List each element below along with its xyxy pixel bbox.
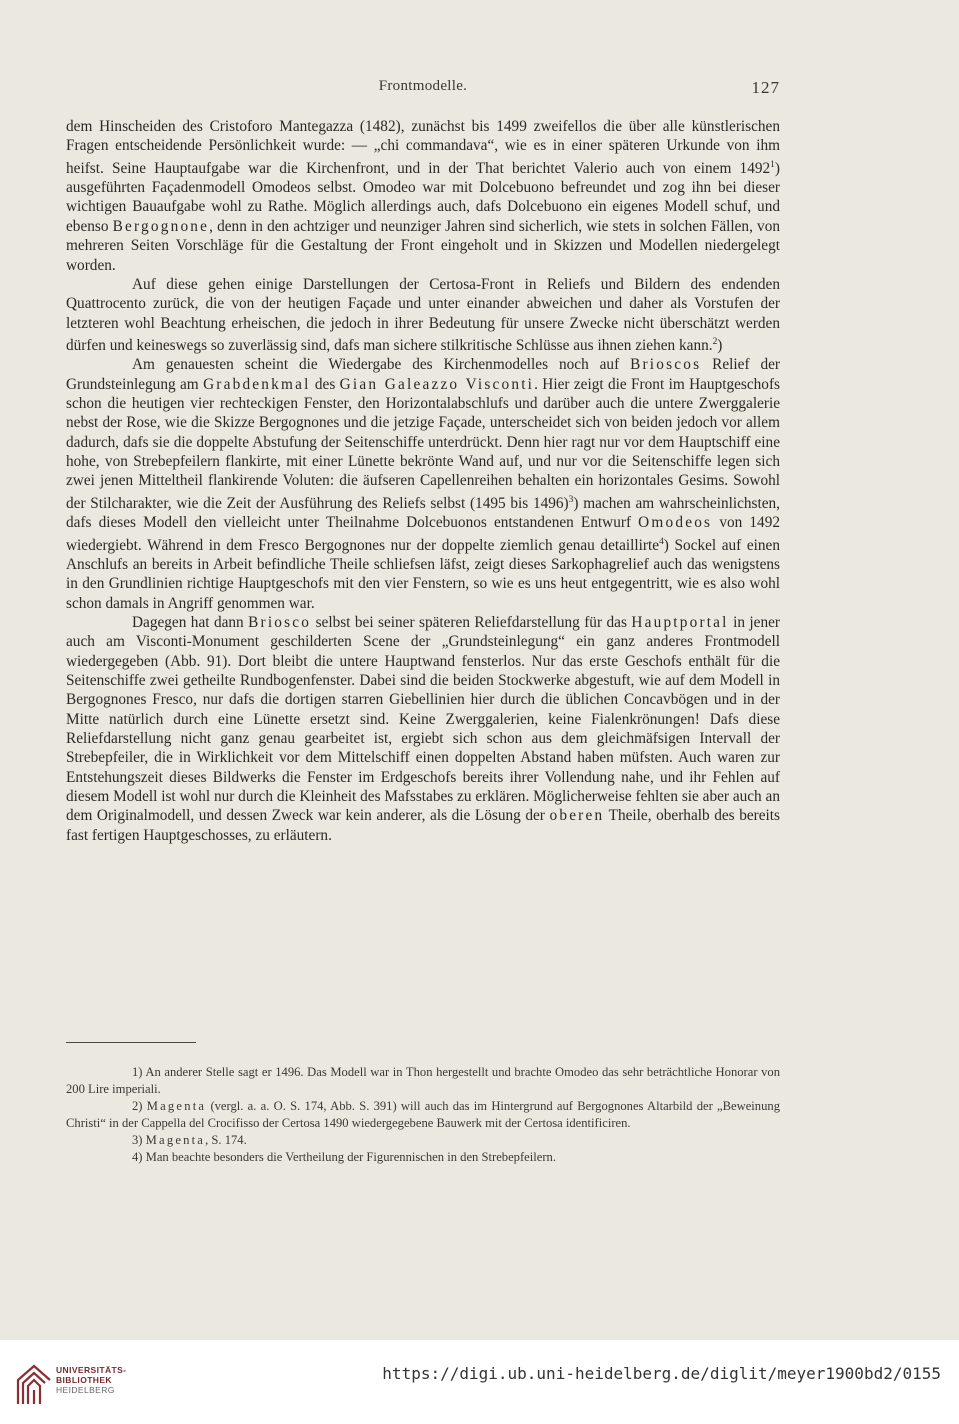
footnotes xyxy=(66,1064,780,1166)
text-run: von 1492 wiedergiebt. Während in dem Fresco Bergognones nur der doppelte ziemlich genau detaillirte xyxy=(66,514,780,554)
paragraph xyxy=(66,613,780,845)
spaced-emphasis: Grabdenkmal xyxy=(203,375,311,393)
running-title: Frontmodelle. xyxy=(378,78,468,94)
library-name-line2: BIBLIOTHEK xyxy=(56,1375,112,1385)
running-header xyxy=(66,78,780,102)
body-text xyxy=(66,117,780,845)
footnote-marker: 4 xyxy=(659,536,664,547)
spaced-emphasis: Omodeos xyxy=(638,514,713,532)
text-run: Dagegen hat dann xyxy=(132,613,249,631)
spaced-emphasis: Magenta xyxy=(145,1133,206,1147)
text-run: ) xyxy=(717,336,723,354)
spaced-emphasis: Hauptportal xyxy=(631,613,729,631)
paragraph xyxy=(66,355,780,613)
spaced-emphasis: Bergognone xyxy=(112,217,210,235)
text-run: Theile, oberhalb des bereits fast fertigen Hauptgeschosses, zu erläutern. xyxy=(66,807,780,844)
text-run: 3) xyxy=(132,1133,146,1147)
permalink-url[interactable]: https://digi.ub.uni-heidelberg.de/diglit/meyer1900bd2/0155 xyxy=(382,1364,941,1383)
library-name-line3: HEIDELBERG xyxy=(56,1385,115,1395)
library-name xyxy=(56,1365,126,1395)
footnote-marker: 3 xyxy=(568,494,574,505)
footnote-marker: 1 xyxy=(770,159,775,170)
text-run: selbst bei seiner späteren Reliefdarstellung für das xyxy=(311,613,632,631)
text-run: 4) Man beachte besonders die Vertheilung der Figurennischen in den Strebepfeilern. xyxy=(132,1150,556,1164)
spaced-emphasis: Briosco xyxy=(248,613,312,631)
paragraph xyxy=(66,275,780,355)
text-run: , S. 174. xyxy=(205,1133,247,1147)
text-run: , denn in den achtziger und neunziger Jahren sind sicherlich, wie stets in solchen Fällen, von mehreren Seiten Vorschläge für die Gestaltung der Front eingeholt und in Skizzen und Modellen niedergelegt worden. xyxy=(66,217,780,274)
text-run: 2) xyxy=(132,1099,147,1113)
spaced-emphasis: Brioscos xyxy=(630,356,702,374)
spaced-emphasis: Magenta xyxy=(146,1099,207,1113)
footnote xyxy=(66,1098,780,1132)
footnote xyxy=(66,1132,780,1149)
text-run: dem Hinscheiden des Cristoforo Mantegazza (1482), zunächst bis 1499 zweifellos die über alle künstlerischen Fragen entscheidende Persönlichkeit wurde: — „chi commandava“, wie es in einer späteren Urkunde von ihm heifst. Seine Hauptaufgabe war die Kirchenfront, und in der That berichtet Valerio auch von einem 1492 xyxy=(66,118,780,177)
text-run: 1) An anderer Stelle sagt er 1496. Das Modell war in Thon hergestellt und brachte Omodeo das sehr beträchtliche Honorar von 200 Lire imperiali. xyxy=(66,1065,780,1096)
text-run: ) ausgeführten Façadenmodell Omodeos selbst. Omodeo war mit Dolcebuono befreundet und zog ihn bei dieser wichtigen Bauaufgabe wohl zu Rathe. Möglich allerdings auch, dafs Dolcebuono ein eigenes Modell schuf, und ebenso xyxy=(66,159,780,235)
footnote xyxy=(66,1149,780,1166)
library-logo-icon xyxy=(14,1360,54,1408)
paragraph xyxy=(66,117,780,275)
footnote-marker: 2 xyxy=(712,336,718,347)
spaced-emphasis: oberen xyxy=(549,807,605,825)
footnote-divider xyxy=(66,1042,196,1043)
library-name-line1: UNIVERSITÄTS- xyxy=(56,1365,127,1375)
text-run: in jener auch am Visconti-Monument geschilderten Scene der „Grundsteinlegung“ ein ganz anderes Frontmodell wiedergegeben (Abb. 91). Dort bleibt die untere Hauptwand fensterlos. Nur das erste Geschofs enthält für die Seitenschiffe zwei getheilte Rundbogenfenster. Dabei sind die beiden Stockwerke abgestuft, wie auf dem Modell in Bergognones Fresco, nur dafs die dortigen starren Giebellinien hier durch die üblichen Concavbögen und in der Mitte natürlich durch eine Lünette ersetzt sind. Keine Zwerggalerien, keine Fialenkrönungen! Dafs diese Reliefdarstellung nicht ganz genau gearbeitet ist, ergiebt sich schon aus dem gleichmäfsigen Intervall der Strebepfeiler, die in Wirklichkeit vor dem Mittelschiff einen doppelten Abstand haben müfsten. Auch waren zur Entstehungszeit dieses Bildwerks die Fenster im Erdgeschofs bereits ihrer Vollendung nahe, und ihr Fehlen auf diesem Modell ist wohl nur durch die Kleinheit des Mafsstabes zu erklären. Möglicherweise fehlten sie aber auch an dem Originalmodell, und dessen Zweck war kein anderer, als die Lösung der xyxy=(66,613,780,825)
text-run: (vergl. a. a. O. S. 174, Abb. S. 391) will auch das im Hintergrund auf Bergognones Altarbild der „Beweinung Christi“ in der Cappella del Crocifisso der Certosa 1490 wiedergegebene Bauwerk mit der Certosa identificiren. xyxy=(66,1099,780,1130)
text-run: Relief der Grundsteinlegung am xyxy=(66,356,780,393)
text-run: ) machen am wahrscheinlichsten, dafs dieses Modell den vielleicht unter Theilnahme Dolcebuonos entstandenen Entwurf xyxy=(66,494,780,532)
text-run: . Hier zeigt die Front im Hauptgeschofs schon die heutigen vier rechteckigen Fenster, den Horizontalabschlufs und darüber auch die untere Zwerggalerie nebst der Rose, wie die Skizze Bergognones und die jetzige Façade, unterscheidet sich von beiden jedoch vor allem dadurch, dafs sie die doppelte Abstufung der Seitenschiffe unterdrückt. Denn hier ragt nur vor dem Hauptschiff eine hohe, von Strebepfeilern flankirte, mit einer Lünette bekrönte Wand auf, und nur vor die Seitenschiffe legen sich zwei jenen Mitteltheil flankirende Voluten: die äufseren Capellenreihen behalten ein horizontales Gesims. Sowohl der Stilcharakter, wie die Zeit der Ausführung des Reliefs selbst (1495 bis 1496) xyxy=(66,375,780,512)
spaced-emphasis: Gian Galeazzo Visconti xyxy=(339,375,535,393)
footnote xyxy=(66,1064,780,1098)
text-run: Auf diese gehen einige Darstellungen der Certosa-Front in Reliefs und Bildern des endenden Quattrocento zurück, die von der heutigen Façade und unter einander abweichen und daher als Vorstufen der letzteren wohl Beachtung erheischen, die jedoch in ihrer Bedeutung für unsere Zwecke nicht überschätzt werden dürfen und keineswegs so zuverlässig sind, dafs man sichere stilkritische Schlüsse aus ihnen ziehen kann. xyxy=(66,275,780,354)
page-number: 127 xyxy=(751,78,780,97)
viewer-footer xyxy=(0,1340,959,1424)
text-run: des xyxy=(310,375,340,393)
text-run: Am genauesten scheint die Wiedergabe des Kirchenmodelles noch auf xyxy=(132,356,631,374)
text-run: ) Sockel auf einen Anschlufs an bereits in Arbeit befindliche Theile schliefsen läfst, zeigt dieses Sarkophagrelief auch das wenigstens in den Grundlinien richtige Hauptgeschofs mit den vier Fenstern, so wie es uns heut entgegentritt, wie es also wohl schon damals in Angriff genommen war. xyxy=(66,536,780,612)
